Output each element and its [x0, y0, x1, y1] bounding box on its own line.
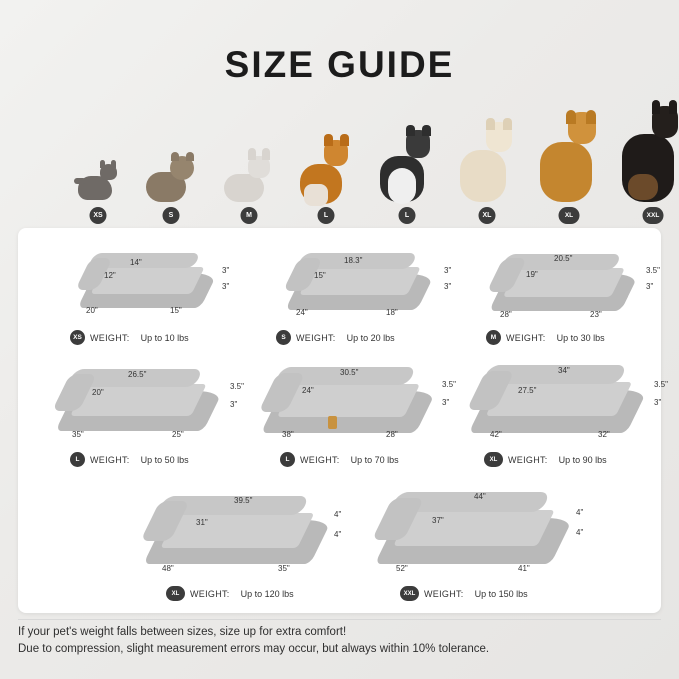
weight-value: Up to 90 lbs: [558, 454, 607, 465]
dim-inner-width: 14": [130, 258, 142, 267]
dim-inner-depth: 19": [526, 270, 538, 279]
size-badge: XL: [484, 452, 503, 467]
dim-inner-depth: 20": [92, 388, 104, 397]
brand-tag: [328, 416, 337, 429]
dim-outer-width: 28": [500, 310, 512, 319]
dim-height-2: 3": [442, 398, 450, 407]
bed-item-xxl: [370, 480, 600, 602]
dim-height-1: 3": [444, 266, 452, 275]
dog-badge-xs: XS: [90, 207, 107, 224]
dog-badge-xl2: XL: [559, 207, 580, 224]
dim-inner-depth: 15": [314, 271, 326, 280]
dog-badge-l1: L: [318, 207, 335, 224]
dog-cell-l2: [374, 124, 440, 220]
dim-outer-width: 48": [162, 564, 174, 573]
dim-height-2: 3": [654, 398, 662, 407]
dim-height-2: 4": [576, 528, 584, 537]
bed-item-l2: [256, 356, 466, 466]
dim-height-2: 4": [334, 530, 342, 539]
dim-inner-width: 20.5": [554, 254, 573, 263]
dim-inner-depth: 31": [196, 518, 208, 527]
dim-height-1: 3": [222, 266, 230, 275]
bed-label-l1: [70, 452, 189, 467]
dim-outer-width: 24": [296, 308, 308, 317]
dim-height-1: 3.5": [442, 380, 456, 389]
dim-height-1: 4": [576, 508, 584, 517]
weight-label: WEIGHT:: [508, 454, 548, 465]
bed-item-l1: [48, 358, 248, 466]
weight-label: WEIGHT:: [424, 588, 464, 599]
bed-label-xxl: [400, 586, 528, 601]
bed-label-xs: [70, 330, 189, 345]
dog-cell-xs: [70, 160, 126, 220]
dim-outer-depth: 18": [386, 308, 398, 317]
dog-cell-m: [218, 148, 280, 220]
bed-label-s: [276, 330, 395, 345]
page-title: SIZE GUIDE: [224, 44, 455, 85]
dim-inner-width: 39.5": [234, 496, 253, 505]
weight-label: WEIGHT:: [296, 332, 336, 343]
bed-label-xl2: [166, 586, 294, 601]
size-badge: S: [276, 330, 291, 345]
dog-cell-xl2: [532, 108, 606, 220]
bed-item-xl1: [470, 354, 670, 466]
weight-value: Up to 150 lbs: [474, 588, 528, 599]
dim-height-2: 3": [230, 400, 238, 409]
weight-value: Up to 120 lbs: [240, 588, 294, 599]
bed-item-xs: [64, 244, 244, 344]
size-badge: XL: [166, 586, 185, 601]
weight-label: WEIGHT:: [506, 332, 546, 343]
dim-outer-depth: 23": [590, 310, 602, 319]
dog-badge-l2: L: [399, 207, 416, 224]
dim-outer-depth: 28": [386, 430, 398, 439]
dim-inner-width: 34": [558, 366, 570, 375]
bed-label-l2: [280, 452, 399, 467]
weight-label: WEIGHT:: [90, 332, 130, 343]
dim-inner-depth: 37": [432, 516, 444, 525]
footer-notes: [18, 624, 661, 657]
dim-outer-depth: 32": [598, 430, 610, 439]
dim-outer-width: 52": [396, 564, 408, 573]
dim-inner-width: 18.3": [344, 256, 363, 265]
dim-inner-depth: 24": [302, 386, 314, 395]
dim-height-2: 3": [444, 282, 452, 291]
dog-badge-m: M: [241, 207, 258, 224]
bed-item-s: [276, 244, 466, 344]
dim-height-1: 3.5": [230, 382, 244, 391]
size-badge: L: [70, 452, 85, 467]
dog-badge-xxl: XXL: [643, 207, 664, 224]
bed-label-m: [486, 330, 605, 345]
dim-outer-depth: 41": [518, 564, 530, 573]
footer-line-1: If your pet's weight falls between sizes, size up for extra comfort!: [18, 626, 347, 638]
weight-value: Up to 10 lbs: [140, 332, 189, 343]
bed-item-m: [486, 244, 666, 344]
dim-inner-width: 44": [474, 492, 486, 501]
dim-outer-depth: 35": [278, 564, 290, 573]
dog-silhouette-row: [40, 100, 660, 220]
weight-value: Up to 50 lbs: [140, 454, 189, 465]
dim-outer-width: 38": [282, 430, 294, 439]
weight-value: Up to 70 lbs: [350, 454, 399, 465]
dim-inner-width: 26.5": [128, 370, 147, 379]
size-badge: M: [486, 330, 501, 345]
footer-divider: [18, 619, 661, 620]
size-chart-card: [18, 228, 668, 613]
dog-cell-xl1: [452, 116, 522, 220]
dog-cell-s: [140, 150, 202, 220]
dim-inner-width: 30.5": [340, 368, 359, 377]
weight-label: WEIGHT:: [300, 454, 340, 465]
dim-height-2: 3": [222, 282, 230, 291]
dim-inner-depth: 12": [104, 271, 116, 280]
size-badge: L: [280, 452, 295, 467]
weight-label: WEIGHT:: [190, 588, 230, 599]
size-badge: XS: [70, 330, 85, 345]
dim-height-1: 4": [334, 510, 342, 519]
dog-cell-l1: [294, 134, 358, 220]
dim-outer-width: 35": [72, 430, 84, 439]
weight-value: Up to 30 lbs: [556, 332, 605, 343]
weight-label: WEIGHT:: [90, 454, 130, 465]
bed-illustration: [288, 244, 438, 322]
dim-height-1: 3.5": [646, 266, 660, 275]
bed-item-xl2: [138, 484, 358, 602]
footer-line-2: Due to compression, slight measurement errors may occur, but always within 10% tolerance.: [18, 642, 490, 655]
dim-inner-depth: 27.5": [518, 386, 537, 395]
dim-outer-depth: 15": [170, 306, 182, 315]
dim-outer-width: 42": [490, 430, 502, 439]
dim-height-2: 3": [646, 282, 654, 291]
weight-value: Up to 20 lbs: [346, 332, 395, 343]
dim-outer-width: 20": [86, 306, 98, 315]
dog-cell-xxl: [614, 100, 679, 220]
dog-badge-s: S: [163, 207, 180, 224]
bed-illustration: [80, 244, 220, 320]
bed-label-xl1: [484, 452, 607, 467]
size-badge: XXL: [400, 586, 419, 601]
dog-badge-xl1: XL: [479, 207, 496, 224]
dim-outer-depth: 25": [172, 430, 184, 439]
dim-height-1: 3.5": [654, 380, 668, 389]
